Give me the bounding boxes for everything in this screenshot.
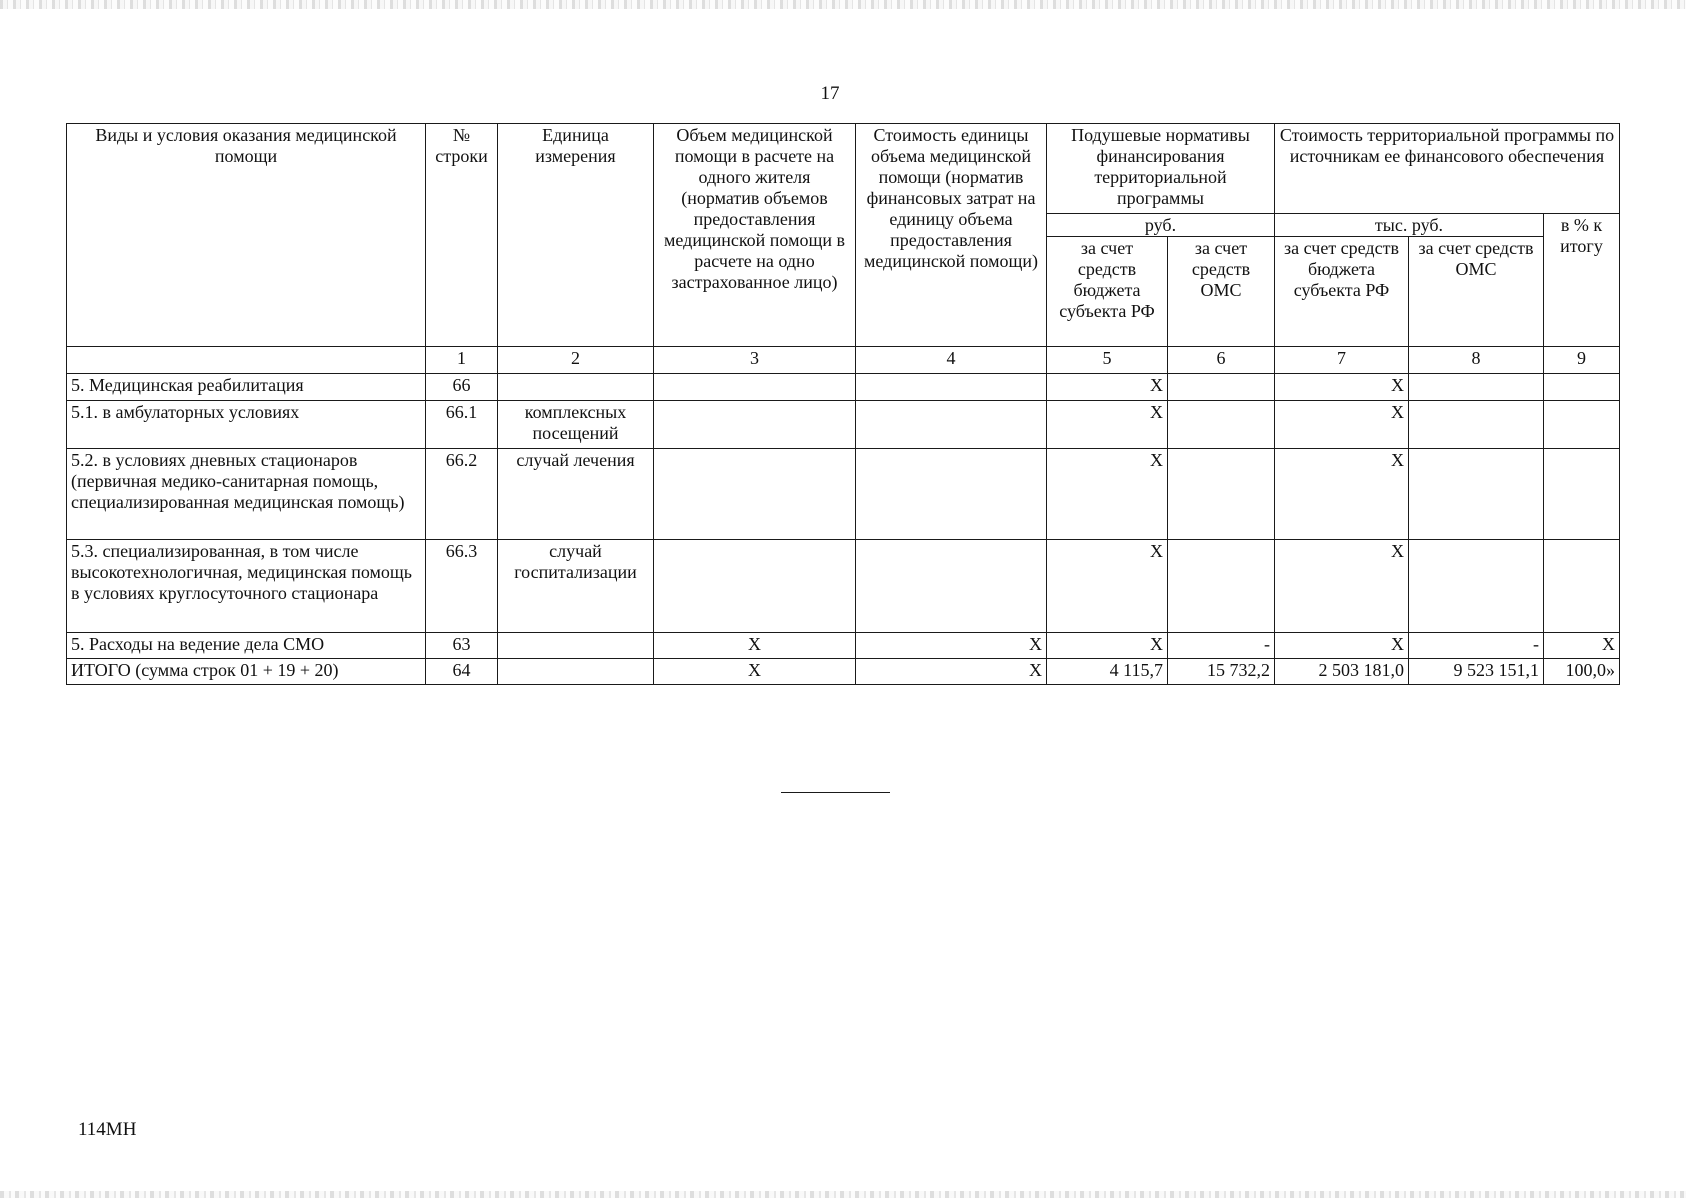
header-per-capita-norms: Подушевые нормативы финансирования территориальной программы xyxy=(1047,124,1275,214)
scan-edge-top xyxy=(0,0,1686,9)
row-number: 66.1 xyxy=(426,401,498,449)
row-oms-thousand-rub xyxy=(1409,540,1544,633)
column-number: 2 xyxy=(498,347,654,374)
row-volume xyxy=(654,540,856,633)
row-name: 5.2. в условиях дневных стационаров (первичная медико-санитарная помощь, специализированная медицинская помощь) xyxy=(67,449,426,540)
table-row xyxy=(67,374,1620,401)
row-budget-rub: X xyxy=(1047,401,1168,449)
scan-edge-bottom xyxy=(0,1191,1686,1198)
row-budget-rub: X xyxy=(1047,633,1168,659)
row-oms-rub xyxy=(1168,401,1275,449)
row-oms-rub xyxy=(1168,449,1275,540)
row-oms-rub xyxy=(1168,540,1275,633)
row-oms-thousand-rub xyxy=(1409,374,1544,401)
row-name: 5. Расходы на ведение дела СМО xyxy=(67,633,426,659)
row-unit xyxy=(498,633,654,659)
row-number: 64 xyxy=(426,659,498,685)
row-budget-rub: X xyxy=(1047,449,1168,540)
row-oms-thousand-rub: - xyxy=(1409,633,1544,659)
column-number-row xyxy=(67,347,1620,374)
row-volume xyxy=(654,449,856,540)
row-unit-cost: X xyxy=(856,659,1047,685)
row-unit-cost xyxy=(856,540,1047,633)
row-budget-rub: 4 115,7 xyxy=(1047,659,1168,685)
header-unit-cost: Стоимость единицы объема медицинской помощи (норматив финансовых затрат на единицу объема предоставления медицинской помощи) xyxy=(856,124,1047,347)
header-row-number: № строки xyxy=(426,124,498,347)
row-unit: случай госпитализации xyxy=(498,540,654,633)
row-percent xyxy=(1544,449,1620,540)
row-percent: 100,0» xyxy=(1544,659,1620,685)
row-unit xyxy=(498,659,654,685)
row-unit xyxy=(498,374,654,401)
column-number: 3 xyxy=(654,347,856,374)
row-unit-cost xyxy=(856,401,1047,449)
row-budget-rub: X xyxy=(1047,374,1168,401)
table-row xyxy=(67,401,1620,449)
header-oms-thousand-rub: за счет средств ОМС xyxy=(1409,237,1544,347)
row-percent xyxy=(1544,374,1620,401)
column-number: 6 xyxy=(1168,347,1275,374)
row-percent xyxy=(1544,401,1620,449)
row-oms-rub: 15 732,2 xyxy=(1168,659,1275,685)
financing-table xyxy=(66,123,1620,685)
row-name: 5.3. специализированная, в том числе высокотехнологичная, медицинская помощь в условиях круглосуточного стационара xyxy=(67,540,426,633)
page-number: 17 xyxy=(820,83,840,104)
document-code: 114МН xyxy=(78,1119,137,1140)
header-budget-thousand-rub: за счет средств бюджета субъекта РФ xyxy=(1275,237,1409,347)
row-unit-cost xyxy=(856,374,1047,401)
table-row xyxy=(67,633,1620,659)
header-program-cost: Стоимость территориальной программы по источникам ее финансового обеспечения xyxy=(1275,124,1620,214)
header-care-volume: Объем медицинской помощи в расчете на одного жителя (норматив объемов предоставления медицинской помощи в расчете на одно застрахованное лицо) xyxy=(654,124,856,347)
header-budget-rub: за счет средств бюджета субъекта РФ xyxy=(1047,237,1168,347)
table-row xyxy=(67,449,1620,540)
header-unit-thousand-rub: тыс. руб. xyxy=(1275,214,1544,237)
header-percent-of-total: в % к итогу xyxy=(1544,214,1620,347)
row-volume: X xyxy=(654,633,856,659)
row-oms-thousand-rub: 9 523 151,1 xyxy=(1409,659,1544,685)
header-kind-of-care: Виды и условия оказания медицинской помощи xyxy=(67,124,426,347)
column-number: 8 xyxy=(1409,347,1544,374)
column-number-blank xyxy=(67,347,426,374)
row-number: 63 xyxy=(426,633,498,659)
row-name: 5. Медицинская реабилитация xyxy=(67,374,426,401)
column-number: 5 xyxy=(1047,347,1168,374)
row-volume xyxy=(654,374,856,401)
row-unit-cost xyxy=(856,449,1047,540)
row-number: 66.2 xyxy=(426,449,498,540)
column-number: 1 xyxy=(426,347,498,374)
row-unit: комплексных посещений xyxy=(498,401,654,449)
header-measurement-unit: Единица измерения xyxy=(498,124,654,347)
row-number: 66.3 xyxy=(426,540,498,633)
row-number: 66 xyxy=(426,374,498,401)
row-budget-thousand-rub: X xyxy=(1275,449,1409,540)
row-budget-thousand-rub: X xyxy=(1275,401,1409,449)
row-oms-rub xyxy=(1168,374,1275,401)
row-budget-rub: X xyxy=(1047,540,1168,633)
row-name: ИТОГО (сумма строк 01 + 19 + 20) xyxy=(67,659,426,685)
row-volume xyxy=(654,401,856,449)
header-unit-rub: руб. xyxy=(1047,214,1275,237)
row-oms-rub: - xyxy=(1168,633,1275,659)
row-unit-cost: X xyxy=(856,633,1047,659)
row-name: 5.1. в амбулаторных условиях xyxy=(67,401,426,449)
row-oms-thousand-rub xyxy=(1409,449,1544,540)
column-number: 7 xyxy=(1275,347,1409,374)
row-percent xyxy=(1544,540,1620,633)
column-number: 9 xyxy=(1544,347,1620,374)
row-budget-thousand-rub: X xyxy=(1275,633,1409,659)
closing-rule-line xyxy=(781,792,890,793)
header-oms-rub: за счет средств ОМС xyxy=(1168,237,1275,347)
row-budget-thousand-rub: X xyxy=(1275,374,1409,401)
row-volume: X xyxy=(654,659,856,685)
row-oms-thousand-rub xyxy=(1409,401,1544,449)
row-percent: X xyxy=(1544,633,1620,659)
row-budget-thousand-rub: 2 503 181,0 xyxy=(1275,659,1409,685)
column-number: 4 xyxy=(856,347,1047,374)
table-row xyxy=(67,659,1620,685)
row-unit: случай лечения xyxy=(498,449,654,540)
row-budget-thousand-rub: X xyxy=(1275,540,1409,633)
table-row xyxy=(67,540,1620,633)
